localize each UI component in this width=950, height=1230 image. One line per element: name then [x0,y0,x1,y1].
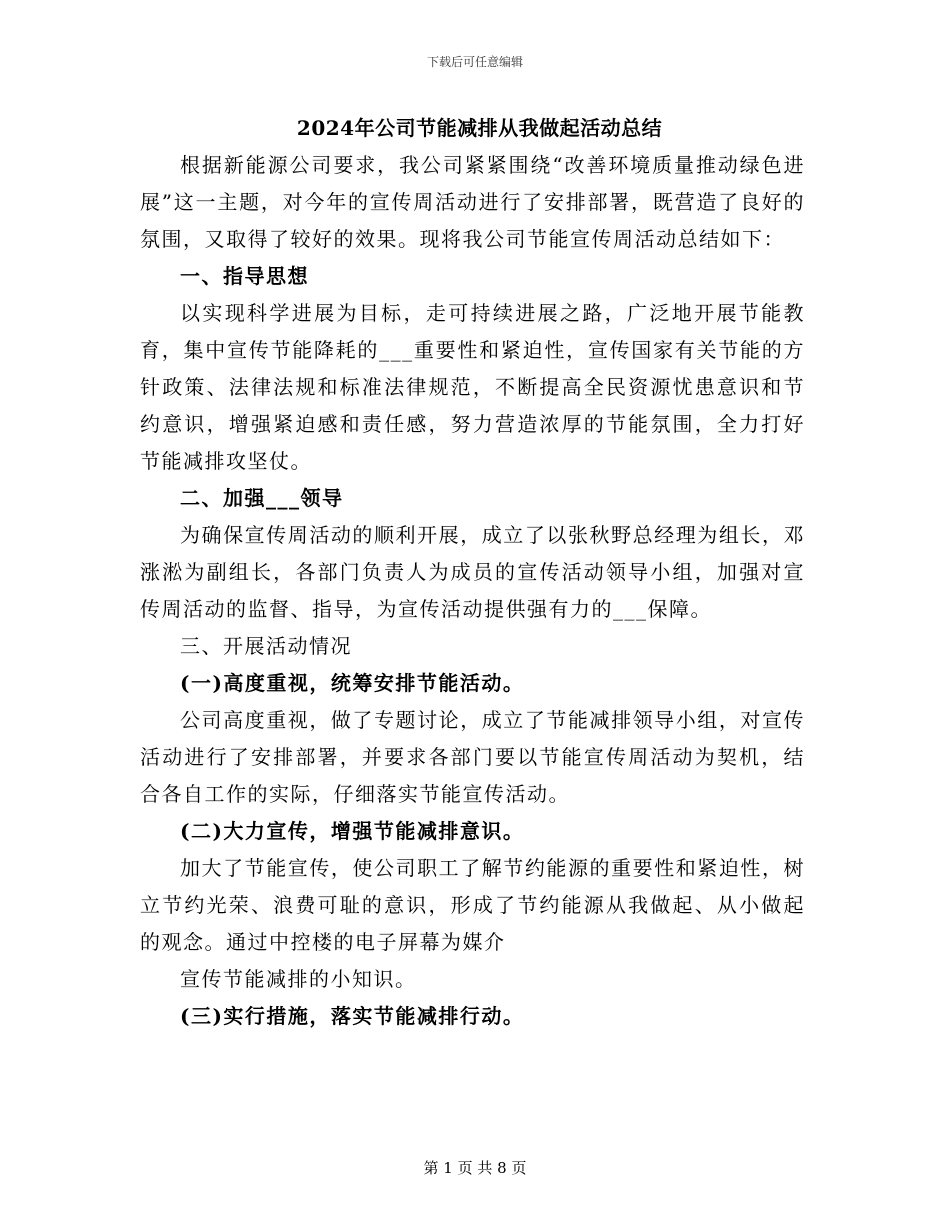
document-body [140,110,805,1035]
page-number: 第 1 页 共 8 页 [423,1159,527,1177]
subsection-heading-3: (三)实行措施，落实节能减排行动。 [180,1004,525,1028]
subsection-body-2: 加大了节能宣传，使公司职工了解节约能源的重要性和紧迫性，树立节约光荣、浪费可耻的意识，形成了节约能源从我做起、从小做起的观念。通过中控楼的电子屏幕为媒介 [140,856,805,954]
section-body-leadership: 为确保宣传周活动的顺利开展，成立了以张秋野总经理为组长，邓涨淞为副组长，各部门负责人为成员的宣传活动领导小组，加强对宣传周活动的监督、指导，为宣传活动提供强有力的___保障。 [140,523,805,621]
subsection-body-1: 公司高度重视，做了专题讨论，成立了节能减排领导小组，对宣传活动进行了安排部署，并要求各部门要以节能宣传周活动为契机，结合各自工作的实际，仔细落实节能宣传活动。 [140,708,805,806]
subsection-body-2-continued: 宣传节能减排的小知识。 [180,967,417,991]
section-heading-leadership: 二、加强___领导 [180,486,344,510]
page-header-note: 下载后可任意编辑 [426,55,523,69]
intro-paragraph: 根据新能源公司要求，我公司紧紧围绕“改善环境质量推动绿色进展”这一主题，对今年的宣传周活动进行了安排部署，既营造了良好的氛围，又取得了较好的效果。现将我公司节能宣传周活动总结如下： [140,153,805,251]
subsection-heading-1: (一)高度重视，统筹安排节能活动。 [180,671,525,695]
section-heading-guiding-ideology: 一、指导思想 [180,264,309,288]
subsection-heading-2: (二)大力宣传，增强节能减排意识。 [180,819,525,843]
section-body-guiding-ideology: 以实现科学进展为目标，走可持续进展之路，广泛地开展节能教育，集中宣传节能降耗的___重要性和紧迫性，宣传国家有关节能的方针政策、法律法规和标准法律规范，不断提高全民资源忧患意识和节约意识，增强紧迫感和责任感，努力营造浓厚的节能氛围，全力打好节能减排攻坚仗。 [140,301,805,473]
document-title: 2024年公司节能减排从我做起活动总结 [296,116,663,140]
section-heading-activities: 三、开展活动情况 [180,634,352,658]
